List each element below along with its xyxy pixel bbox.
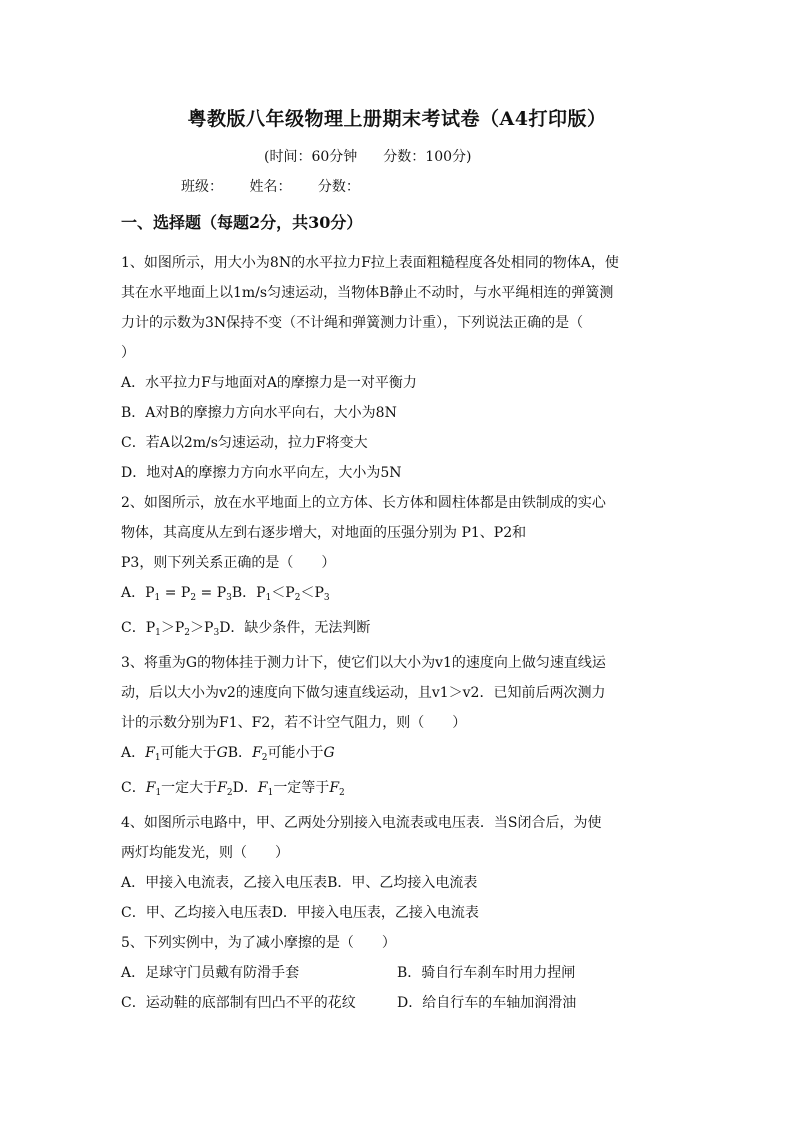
- question-4-line: 4、如图所示电路中，甲、乙两处分别接入电流表或电压表．当S闭合后，为使: [121, 815, 602, 831]
- question-1-option-b: B．A对B的摩擦力方向水平向右，大小为8N: [121, 405, 397, 421]
- questions: [121, 248, 681, 1018]
- class-label: 班级：: [181, 179, 223, 195]
- exam-meta: [264, 146, 471, 166]
- question-1-line: 其在水平地面上以1m/s匀速运动，当物体B静止不动时，与水平绳相连的弹簧测: [121, 285, 614, 301]
- question-5-options-ab: [121, 958, 681, 988]
- question-5-line: 5、下列实例中，为了减小摩擦的是（ ）: [121, 935, 396, 951]
- question-4-options-cd: C．甲、乙均接入电压表D．甲接入电压表，乙接入电流表: [121, 905, 479, 921]
- question-1-line: 1、如图所示，用大小为8N的水平拉力F拉上表面粗糙程度各处相同的物体A，使: [121, 255, 619, 271]
- question-5-options-cd: [121, 988, 681, 1018]
- question-1-line: ）: [121, 345, 135, 361]
- question-2-options-cd: C．$P_1>P_2>P_3D$．缺少条件，无法判断: [121, 620, 371, 638]
- score-label: 分数：: [317, 179, 360, 195]
- question-1-option-a: A．水平拉力F与地面对A的摩擦力是一对平衡力: [121, 375, 417, 391]
- exam-total-score: 分数：100分): [383, 149, 472, 165]
- section-heading: 一、选择题（每题2分，共30分）: [121, 213, 363, 232]
- page-title: 粤教版八年级物理上册期末考试卷（A4打印版）: [187, 108, 607, 130]
- question-5-option-d: D．给自行车的车轴加润滑油: [397, 995, 577, 1011]
- question-3-line: 动，后以大小为v2的速度向下做匀速直线运动，且v1＞v2．已知前后两次测力: [121, 685, 606, 701]
- question-4-line: 两灯均能发光，则（ ）: [121, 845, 289, 861]
- question-5-option-c: C．运动鞋的底部制有凹凸不平的花纹: [121, 995, 356, 1011]
- question-1-option-c: C．若A以2m/s匀速运动，拉力F将变大: [121, 435, 368, 451]
- question-4-options-ab: A．甲接入电流表，乙接入电压表B．甲、乙均接入电流表: [121, 875, 478, 891]
- question-3-line: 计的示数分别为F1、F2，若不计空气阻力，则（ ）: [121, 715, 467, 731]
- question-1-option-d: D．地对A的摩擦力方向水平向左，大小为5N: [121, 465, 402, 481]
- question-2-line: 2、如图所示，放在水平地面上的立方体、长方体和圆柱体都是由铁制成的实心: [121, 495, 606, 511]
- question-2-line: P3，则下列关系正确的是（ ）: [121, 555, 336, 571]
- question-3-options-cd: C．$F_1$一定大于$F_2D$．$F_1$一定等于$F_2$: [121, 780, 345, 798]
- question-2-options-ab: A．$P_1 = P_2 = P_3B$．$P_1<P_2<P_3$: [121, 585, 330, 603]
- question-3-line: 3、将重为G的物体挂于测力计下，使它们以大小为v1的速度向上做匀速直线运: [121, 655, 606, 671]
- question-3-options-ab: A．$F_1$可能大于GB．$F_2$可能小于G: [121, 745, 335, 763]
- question-5-option-b: B．骑自行车刹车时用力捏闸: [397, 965, 576, 981]
- question-2-line: 物体，其高度从左到右逐步增大，对地面的压强分别为 P1、P2和: [121, 525, 527, 541]
- student-info: [181, 176, 382, 196]
- question-5-option-a: A．足球守门员戴有防滑手套: [121, 965, 300, 981]
- exam-time: (时间：60分钟: [264, 149, 358, 165]
- question-1-line: 力计的示数为3N保持不变（不计绳和弹簧测力计重），下列说法正确的是（: [121, 315, 584, 331]
- name-label: 姓名：: [249, 179, 292, 195]
